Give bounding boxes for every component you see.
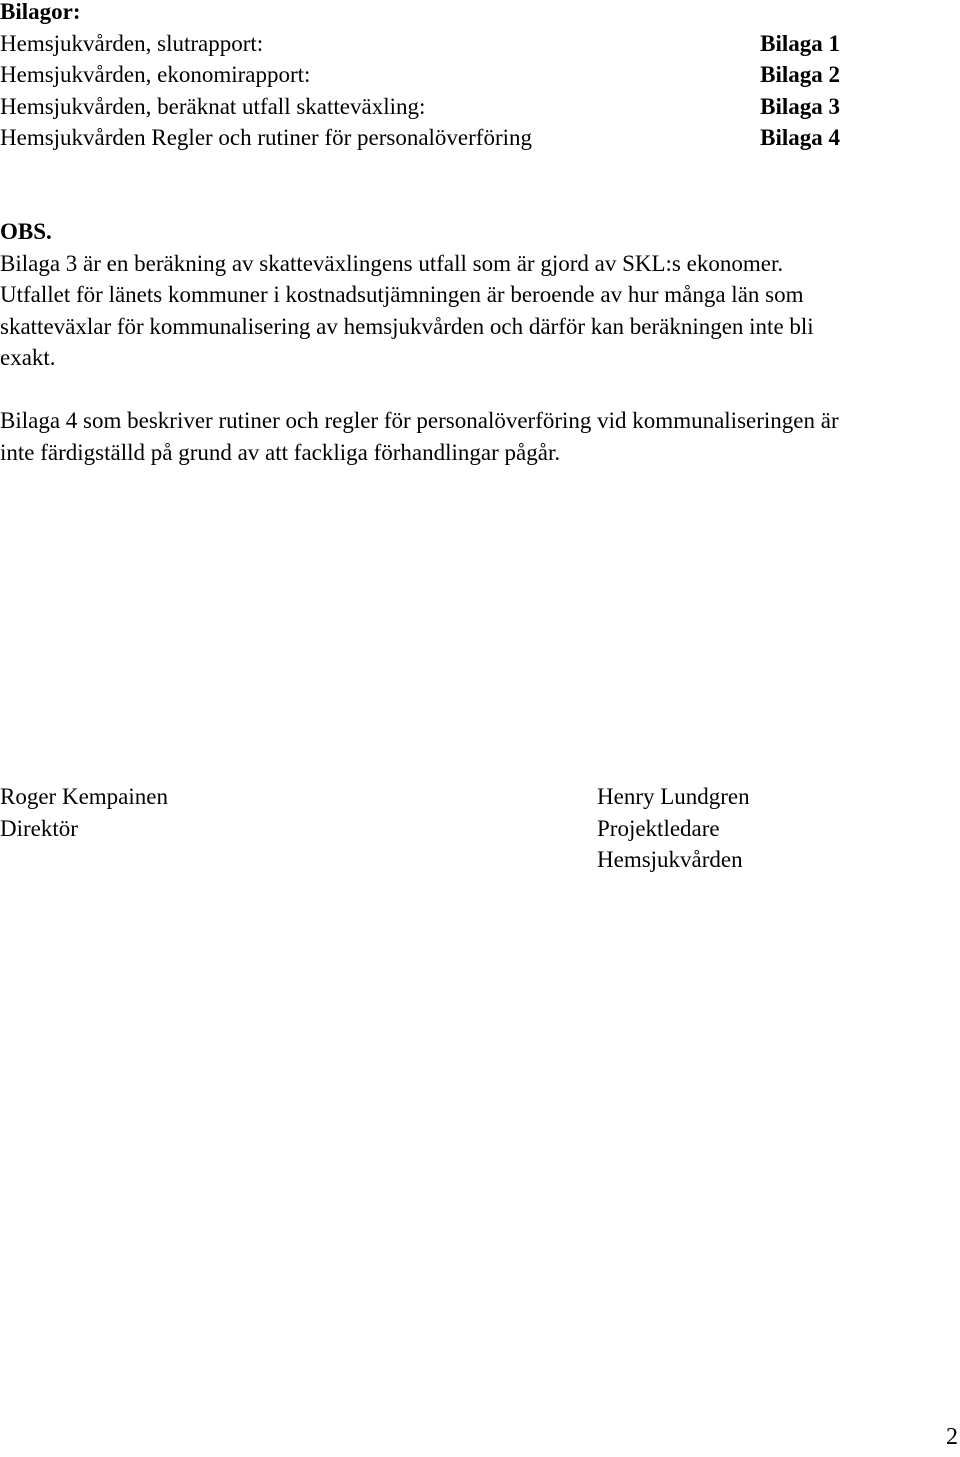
- attachment-title: Hemsjukvården, beräknat utfall skatteväxling:: [0, 93, 426, 119]
- attachment-row: [0, 122, 840, 154]
- attachment-row: [0, 28, 840, 60]
- attachment-title: Hemsjukvården, slutrapport:: [0, 30, 264, 56]
- obs-section: [0, 216, 840, 374]
- obs-paragraph-1: Bilaga 3 är en beräkning av skatteväxlingens utfall som är gjord av SKL:s ekonomer. Utfallet för länets kommuner i kostnadsutjämningen är beroende av hur många län som skatteväxlar för kommunalisering av hemsjukvården och därför kan beräkningen inte bli exakt.: [0, 250, 814, 370]
- obs-paragraph-2-block: [0, 405, 840, 468]
- signature-title: Direktör: [0, 815, 78, 841]
- signature-name: Roger Kempainen: [0, 784, 168, 809]
- attachment-ref: Bilaga 1: [760, 30, 840, 56]
- attachments-heading: Bilagor:: [0, 0, 81, 24]
- signature-right: [597, 781, 750, 876]
- attachment-title: Hemsjukvården, ekonomirapport:: [0, 62, 311, 87]
- attachments-section: [0, 0, 840, 154]
- attachment-row: [0, 91, 840, 123]
- attachment-title: Hemsjukvården Regler och rutiner för personalöverföring: [0, 125, 533, 150]
- attachment-ref: Bilaga 3: [760, 93, 840, 119]
- signature-name: Henry Lundgren: [597, 784, 750, 809]
- obs-paragraph-2: Bilaga 4 som beskriver rutiner och regler för personalöverföring vid kommunaliseringen är inte färdigställd på grund av att fackliga förhandlingar pågår.: [0, 408, 839, 465]
- signature-organization: Hemsjukvården: [597, 847, 743, 872]
- obs-heading: OBS.: [0, 219, 52, 244]
- page-number: 2: [946, 1423, 958, 1450]
- signature-left: [0, 781, 168, 844]
- attachment-ref: Bilaga 2: [760, 62, 840, 87]
- attachment-row: [0, 59, 840, 91]
- attachment-ref: Bilaga 4: [760, 125, 840, 150]
- signature-title: Projektledare: [597, 815, 720, 841]
